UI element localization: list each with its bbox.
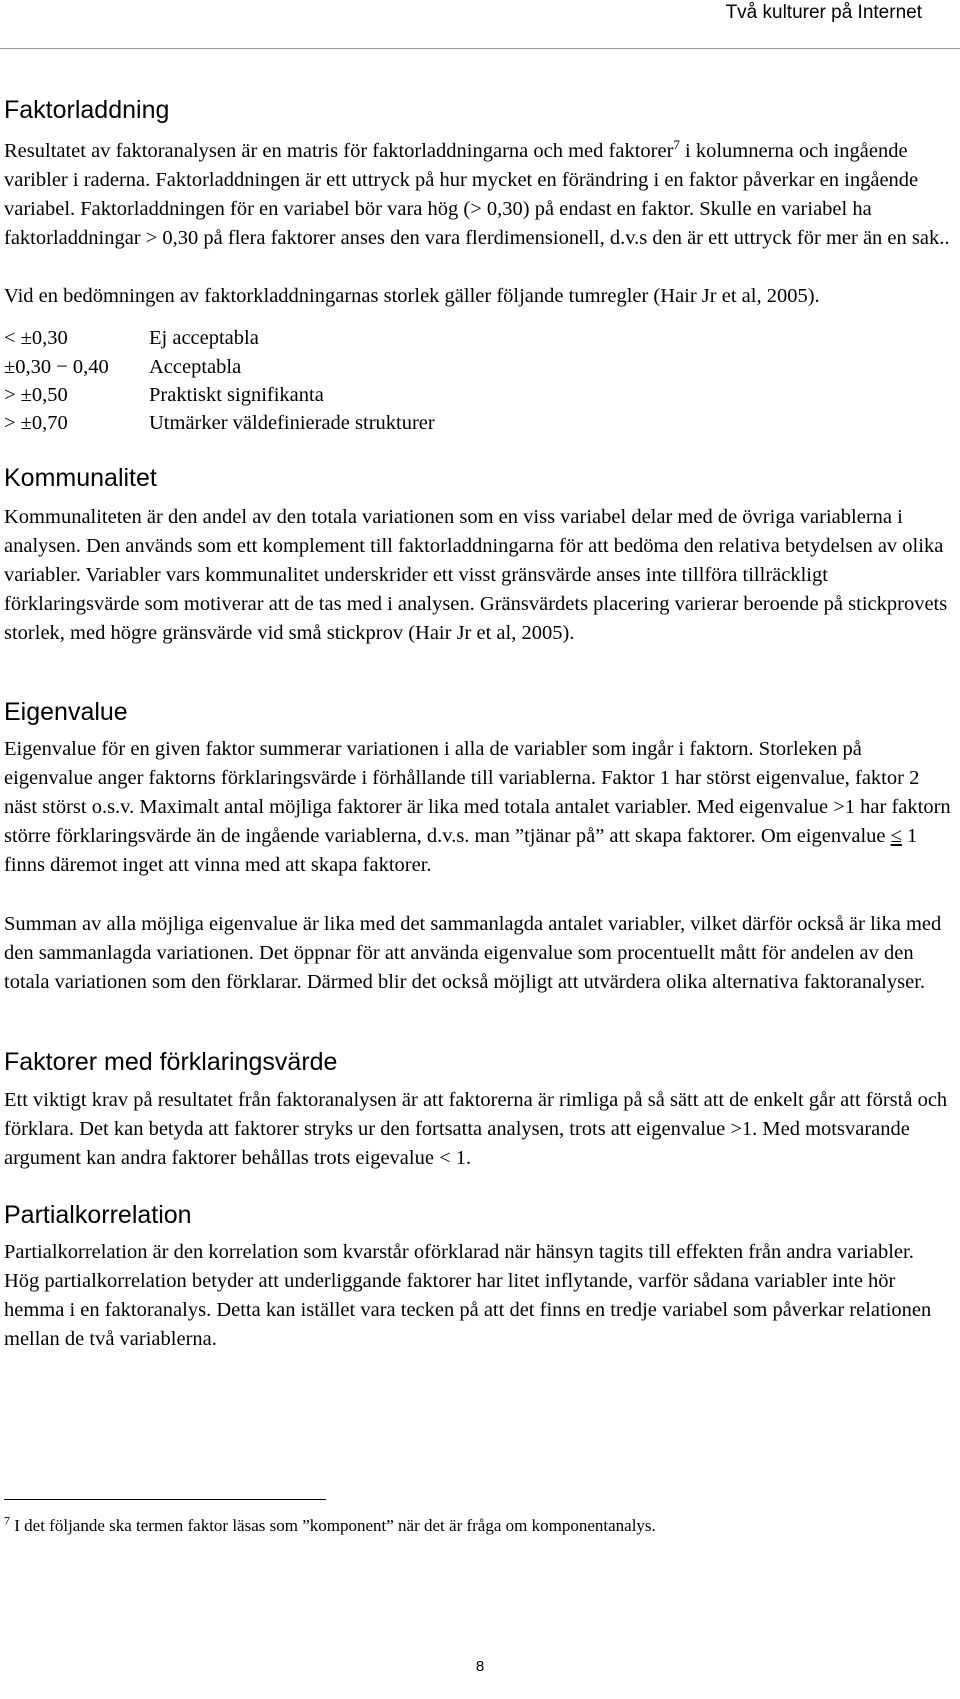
heading-eigenvalue: Eigenvalue: [4, 698, 128, 726]
paragraph-text: Resultatet av faktoranalysen är en matris för faktorladdningarna och med faktorer: [4, 140, 674, 162]
paragraph-eigenvalue-2: Summan av alla möjliga eigenvalue är lika med det sammanlagda antalet variabler, vilket därför också är lika med den sammanlagda variationen. Det öppnar för att använda eigenvalue som procentuellt mått för andelen av den totala variationen som den förklarar. Därmed blir det också möjligt att utvärdera olika alternativa faktoranalyser.: [4, 913, 942, 993]
heading-kommunalitet: Kommunalitet: [4, 464, 157, 492]
rule-row: [4, 324, 259, 353]
header-rule: [0, 48, 960, 49]
footnote: [4, 1515, 656, 1537]
rule-row: [4, 353, 242, 382]
rule-range: > ±0,50: [4, 384, 68, 406]
paragraph-faktorladdning-1: [4, 137, 954, 253]
heading-partialkorrelation: Partialkorrelation: [4, 1201, 192, 1229]
running-header: Två kulturer på Internet: [725, 2, 922, 23]
rule-label: Ej acceptabla: [149, 327, 259, 349]
rule-range: < ±0,30: [4, 327, 68, 349]
paragraph-eigenvalue-1: [4, 735, 954, 880]
rule-range: > ±0,70: [4, 412, 68, 434]
rule-row: [4, 381, 324, 410]
heading-faktorer: Faktorer med förklaringsvärde: [4, 1048, 338, 1076]
paragraph-text: 1 finns däremot inget att vinna med att skapa faktorer.: [4, 825, 918, 876]
paragraph-kommunalitet: Kommunaliteten är den andel av den totala variationen som en viss variabel delar med de övriga variablerna i analysen. Den används som ett komplement till faktorladdningarna för att bedöma den relativa betydelsen av olika variabler. Variabler vars kommunalitet underskrider ett visst gränsvärde anses inte tillföra tillräckligt förklaringsvärde som motiverar att de tas med i analysen. Gränsvärdets placering varierar beroende på stickprovets storlek, med högre gränsvärde vid små stickprov (Hair Jr et al, 2005).: [4, 506, 948, 644]
footnote-text: I det följande ska termen faktor läsas som ”komponent” när det är fråga om komponentanalys.: [10, 1516, 656, 1535]
paragraph-text: i kolumnerna och ingående varibler i raderna. Faktorladdningen är ett uttryck på hur mycket en förändring i en faktor påverkar en ingående variabel. Faktorladdningen för en variabel bör vara hög (> 0,30) på endast en faktor. Skulle en variabel ha faktorladdningar > 0,30 på flera faktorer anses den vara flerdimensionell, d.v.s den är ett uttryck för mer än en sak..: [4, 140, 950, 249]
paragraph-faktorer: Ett viktigt krav på resultatet från faktoranalysen är att faktorerna är rimliga på så sätt att de enkelt går att förstå och förklara. Det kan betyda att faktorer stryks ur den fortsatta analysen, trots att eigenvalue >1. Med motsvarande argument kan andra faktorer behållas trots eigevalue < 1.: [4, 1089, 948, 1169]
footnote-ref: 7: [673, 137, 680, 153]
footnote-number: 7: [4, 1513, 10, 1528]
footnote-separator: [4, 1499, 326, 1500]
paragraph-text: Eigenvalue för en given faktor summerar variationen i alla de variabler som ingår i faktorn. Storleken på eigenvalue anger faktorns förklaringsvärde i förhållande till variablerna. Faktor 1 har störst eigenvalue, faktor 2 näst störst o.s.v. Maximalt antal möjliga faktorer är lika med totala antalet variabler. Med eigenvalue >1 har faktorn större förklaringsvärde än de ingående variablerna, d.v.s. man ”tjänar på” att skapa faktorer. Om eigenvalue: [4, 738, 951, 847]
paragraph-faktorladdning-2: Vid en bedömningen av faktorkladdningarnas storlek gäller följande tumregler (Hair Jr et al, 2005).: [4, 285, 820, 307]
less-or-equal-symbol: ≤: [890, 825, 902, 847]
paragraph-partialkorrelation: Partialkorrelation är den korrelation som kvarstår oförklarad när hänsyn tagits till effekten från andra variabler. Hög partialkorrelation betyder att underliggande faktorer har litet inflytande, varför sådana variabler inte hör hemma i en faktoranalys. Detta kan istället vara tecken på att det finns en tredje variabel som påverkar relationen mellan de två variablerna.: [4, 1241, 932, 1350]
rule-label: Acceptabla: [149, 356, 242, 378]
rule-label: Praktiskt signifikanta: [149, 384, 324, 406]
rule-range: ±0,30 − 0,40: [4, 356, 109, 378]
rule-label: Utmärker väldefinierade strukturer: [149, 412, 435, 434]
rule-row: [4, 409, 435, 438]
heading-faktorladdning: Faktorladdning: [4, 96, 170, 124]
page-number: 8: [475, 1658, 485, 1675]
